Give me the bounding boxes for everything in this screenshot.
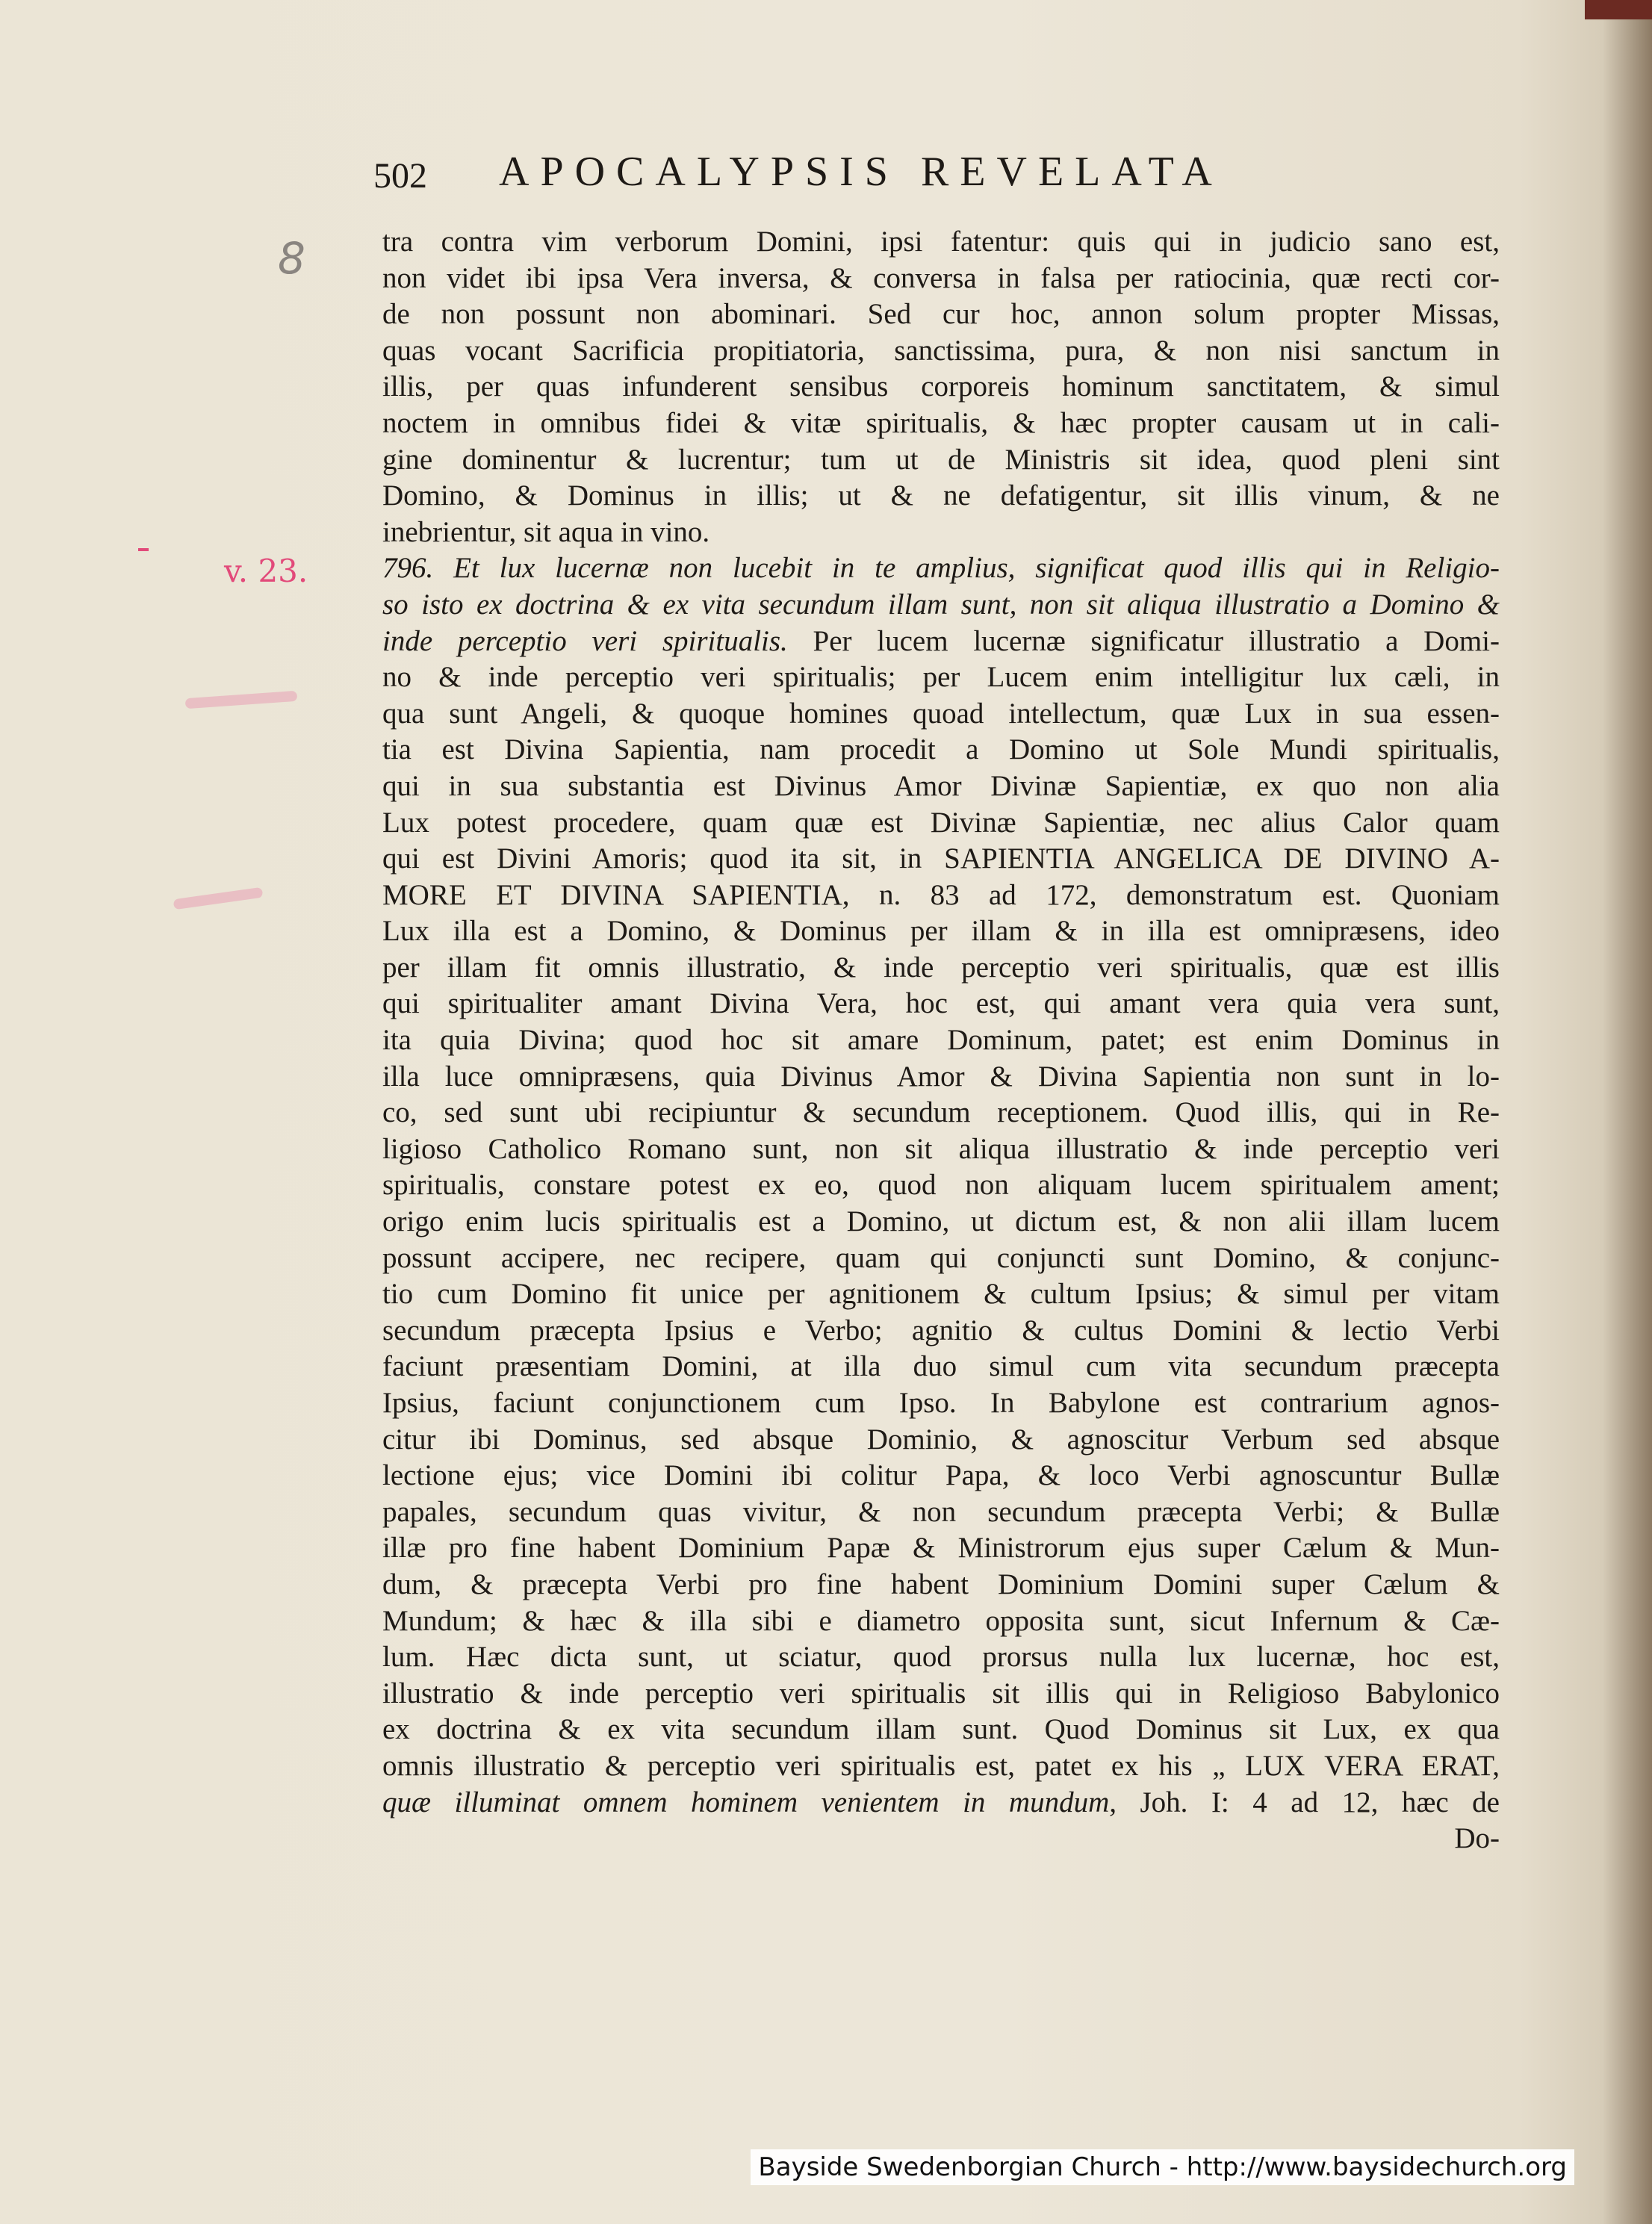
roman-text: tio cum Domino fit unice per agnitionem & cultum Ipsius; & simul per vitam — [382, 1278, 1500, 1311]
binding-edge — [1585, 0, 1652, 19]
italic-text: 796. Et lux lucernæ non lucebit in te amplius, significat quod illis qui in Religio- — [382, 552, 1500, 585]
verse-reference-note: v. 23. — [224, 553, 308, 589]
text-line — [382, 1567, 1500, 1603]
text-line — [382, 1712, 1500, 1748]
roman-text: non videt ibi ipsa Vera inversa, & conversa in falsa per ratiocinia, quæ recti cor- — [382, 261, 1500, 294]
text-line — [382, 478, 1500, 515]
roman-text: per illam fit omnis illustratio, & inde perceptio veri spiritualis, quæ est illis — [382, 951, 1500, 984]
text-line — [382, 1494, 1500, 1531]
text-line — [382, 768, 1500, 805]
roman-text: tra contra vim verborum Domini, ipsi fatentur: quis qui in judicio sano est, — [382, 226, 1500, 258]
text-line — [382, 878, 1500, 914]
text-line — [382, 1313, 1500, 1349]
roman-text: qua sunt Angeli, & quoque homines quoad intellectum, quæ Lux in sua essen- — [382, 697, 1500, 730]
roman-text: no & inde perceptio veri spiritualis; per Lucem enim intelligitur lux cæli, in — [382, 661, 1500, 694]
text-line — [382, 986, 1500, 1022]
text-line — [382, 950, 1500, 987]
text-line — [382, 1204, 1500, 1240]
roman-text: quas vocant Sacrificia propitiatoria, sanctissima, pura, & non nisi sanctum in — [382, 334, 1500, 367]
text-line — [382, 1458, 1500, 1494]
roman-text: Domino, & Dominus in illis; ut & ne defatigentur, sit illis vinum, & ne — [382, 479, 1500, 512]
text-line — [382, 696, 1500, 733]
text-line — [382, 369, 1500, 406]
roman-text: de non possunt non abominari. Sed cur hoc, annon solum propter Missas, — [382, 298, 1500, 331]
text-line — [382, 1022, 1500, 1059]
text-line — [382, 442, 1500, 479]
roman-text: Lux illa est a Domino, & Dominus per illam & in illa est omnipræsens, ideo — [382, 915, 1500, 948]
running-title: APOCALYPSIS REVELATA — [499, 149, 1223, 195]
body-text — [382, 224, 1500, 1857]
italic-text: quæ illuminat omnem hominem venientem in mundum, — [382, 1786, 1117, 1818]
ink-smudge — [185, 691, 298, 709]
roman-text: ita quia Divina; quod hoc sit amare Dominum, patet; est enim Dominus in — [382, 1024, 1500, 1057]
roman-text: lectione ejus; vice Domini ibi colitur Papa, & loco Verbi agnoscuntur Bullæ — [382, 1459, 1500, 1492]
roman-text: gine dominentur & lucrentur; tum ut de Ministris sit idea, quod pleni sint — [382, 443, 1500, 476]
text-line — [382, 296, 1500, 333]
roman-text: possunt accipere, nec recipere, quam qui conjuncti sunt Domino, & conjunc- — [382, 1241, 1500, 1274]
roman-text: illæ pro fine habent Dominium Papæ & Ministrorum ejus super Cælum & Mun- — [382, 1532, 1500, 1565]
text-line — [382, 1603, 1500, 1640]
roman-text: inebrientur, sit aqua in vino. — [382, 515, 710, 548]
text-line — [382, 224, 1500, 261]
text-line — [382, 1676, 1500, 1712]
margin-tick-mark — [138, 548, 149, 551]
footer-credit: Bayside Swedenborgian Church - http://www.baysidechurch.org — [751, 2149, 1574, 2185]
roman-text: secundum præcepta Ipsius e Verbo; agnitio & cultus Domini & lectio Verbi — [382, 1314, 1500, 1346]
roman-text: Lux potest procedere, quam quæ est Divinæ Sapientiæ, nec alius Calor quam — [382, 806, 1500, 839]
text-line — [382, 1131, 1500, 1168]
roman-text: qui in sua substantia est Divinus Amor Divinæ Sapientiæ, ex quo non alia — [382, 769, 1500, 802]
roman-text: citur ibi Dominus, sed absque Dominio, & agnoscitur Verbum sed absque — [382, 1423, 1500, 1456]
roman-text: co, sed sunt ubi recipiuntur & secundum receptionem. Quod illis, qui in Re- — [382, 1096, 1500, 1129]
roman-text: Ipsius, faciunt conjunctionem cum Ipso. In Babylone est contrarium agnos- — [382, 1387, 1500, 1419]
roman-text: illustratio & inde perceptio veri spiritualis sit illis qui in Religioso Babylonico — [382, 1677, 1500, 1709]
roman-text: omnis illustratio & perceptio veri spiritualis est, patet ex his „ LUX VERA ERAT, — [382, 1749, 1500, 1782]
roman-text: papales, secundum quas vivitur, & non secundum præcepta Verbi; & Bullæ — [382, 1495, 1500, 1528]
roman-text: Per lucem lucernæ significatur illustratio a Domi- — [787, 624, 1500, 657]
text-line — [382, 1748, 1500, 1785]
text-line — [382, 1095, 1500, 1131]
italic-text: inde perceptio veri spiritualis. — [382, 624, 788, 657]
page-number: 502 — [373, 156, 427, 196]
roman-text: qui spiritualiter amant Divina Vera, hoc est, qui amant vera quia vera sunt, — [382, 987, 1500, 1020]
text-line — [382, 515, 1500, 551]
text-line — [382, 1639, 1500, 1676]
roman-text: Do- — [1454, 1822, 1500, 1855]
text-line — [382, 333, 1500, 370]
roman-text: ex doctrina & ex vita secundum illam sunt. Quod Dominus sit Lux, ex qua — [382, 1713, 1500, 1746]
text-line — [382, 1530, 1500, 1567]
text-line — [382, 1385, 1500, 1422]
pencil-margin-number: 8 — [278, 233, 305, 284]
roman-text: MORE ET DIVINA SAPIENTIA, n. 83 ad 172, demonstratum est. Quoniam — [382, 878, 1500, 911]
text-line — [382, 587, 1500, 624]
text-line — [382, 841, 1500, 878]
text-line — [382, 1422, 1500, 1459]
text-line — [382, 1276, 1500, 1313]
roman-text: faciunt præsentiam Domini, at illa duo simul cum vita secundum præcepta — [382, 1350, 1500, 1383]
text-line — [382, 805, 1500, 842]
roman-text: origo enim lucis spiritualis est a Domino, ut dictum est, & non alii illam lucem — [382, 1205, 1500, 1238]
roman-text: Mundum; & hæc & illa sibi e diametro opposita sunt, sicut Infernum & Cæ- — [382, 1604, 1500, 1637]
text-line — [382, 624, 1500, 660]
roman-text: tia est Divina Sapientia, nam procedit a Domino ut Sole Mundi spiritualis, — [382, 733, 1500, 766]
roman-text: spiritualis, constare potest ex eo, quod non aliquam lucem spiritualem ament; — [382, 1169, 1500, 1202]
italic-text: so isto ex doctrina & ex vita secundum illam sunt, non sit aliqua illustratio a Domino & — [382, 588, 1500, 621]
text-line — [382, 1349, 1500, 1385]
roman-text: illis, per quas infunderent sensibus corporeis hominum sanctitatem, & simul — [382, 370, 1500, 403]
roman-text: lum. Hæc dicta sunt, ut sciatur, quod prorsus nulla lux lucernæ, hoc est, — [382, 1641, 1500, 1674]
text-line — [382, 913, 1500, 950]
text-line — [382, 1059, 1500, 1096]
text-line — [382, 659, 1500, 696]
roman-text: qui est Divini Amoris; quod ita sit, in SAPIENTIA ANGELICA DE DIVINO A- — [382, 842, 1500, 875]
page-header — [373, 148, 1509, 208]
roman-text: Joh. I: 4 ad 12, hæc de — [1117, 1786, 1500, 1818]
roman-text: ligioso Catholico Romano sunt, non sit aliqua illustratio & inde perceptio veri — [382, 1132, 1500, 1165]
text-line — [382, 732, 1500, 768]
roman-text: illa luce omnipræsens, quia Divinus Amor & Divina Sapientia non sunt in lo- — [382, 1060, 1500, 1093]
text-line — [382, 550, 1500, 587]
text-line — [382, 406, 1500, 442]
text-line — [382, 1785, 1500, 1821]
roman-text: dum, & præcepta Verbi pro fine habent Dominium Domini super Cælum & — [382, 1568, 1500, 1600]
text-line — [382, 1240, 1500, 1277]
text-line — [382, 1167, 1500, 1204]
ink-smudge — [173, 887, 264, 910]
text-line — [382, 1821, 1500, 1857]
text-line — [382, 261, 1500, 297]
roman-text: noctem in omnibus fidei & vitæ spiritualis, & hæc propter causam ut in cali- — [382, 406, 1500, 439]
